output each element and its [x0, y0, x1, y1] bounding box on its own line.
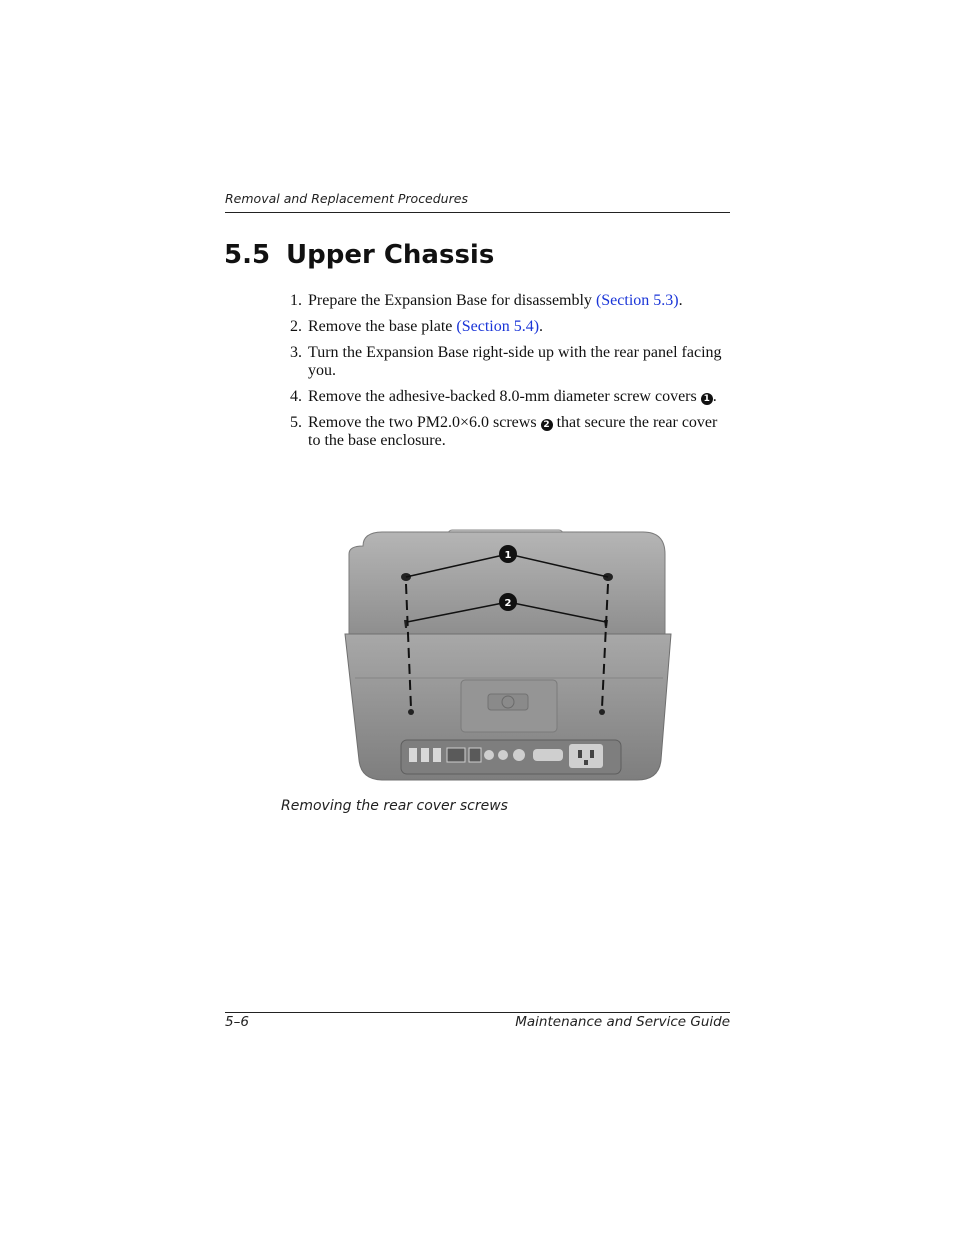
- section-title: Upper Chassis: [286, 240, 495, 270]
- list-item: [290, 292, 730, 310]
- callout-icon: 2: [541, 419, 553, 431]
- section-heading: [224, 240, 494, 270]
- list-item: [290, 388, 730, 406]
- callout-icon: 1: [701, 393, 713, 405]
- callout-2-label: 2: [504, 598, 512, 609]
- header-rule: [225, 212, 730, 213]
- step-number: 5.: [290, 414, 302, 431]
- step-number: 4.: [290, 388, 302, 405]
- step-text: Remove the base plate: [308, 318, 457, 335]
- step-text: Remove the two PM2.0×6.0 screws: [308, 414, 541, 431]
- guide-title: Maintenance and Service Guide: [515, 1014, 730, 1030]
- figure-caption: Removing the rear cover screws: [281, 798, 508, 814]
- step-number: 1.: [290, 292, 302, 309]
- running-header: Removal and Replacement Procedures: [225, 191, 468, 206]
- step-text: Remove the adhesive-backed 8.0-mm diameter screw covers: [308, 388, 701, 405]
- section-link[interactable]: (Section 5.3): [595, 292, 679, 309]
- callout-1-label: 1: [504, 550, 512, 561]
- callout-1-icon: [499, 545, 517, 563]
- callout-2-icon: [499, 593, 517, 611]
- step-tail: that secure the rear cover to the base enclosure.: [308, 414, 718, 449]
- step-text: Turn the Expansion Base right-side up with the rear panel facing you.: [308, 344, 722, 379]
- step-tail: .: [678, 292, 683, 309]
- procedure-steps: [290, 292, 730, 458]
- step-number: 3.: [290, 344, 302, 361]
- step-number: 2.: [290, 318, 302, 335]
- list-item: [290, 318, 730, 336]
- section-number: 5.5: [224, 240, 271, 270]
- list-item: [290, 414, 730, 450]
- step-tail: .: [712, 388, 717, 405]
- expansion-base-figure: [343, 528, 673, 784]
- list-item: [290, 344, 730, 380]
- device-illustration: [345, 530, 671, 780]
- step-text: Prepare the Expansion Base for disassembly: [308, 292, 596, 309]
- section-link[interactable]: (Section 5.4): [456, 318, 540, 335]
- footer-rule: [225, 1012, 730, 1013]
- page-number: 5–6: [225, 1014, 249, 1030]
- step-tail: .: [539, 318, 544, 335]
